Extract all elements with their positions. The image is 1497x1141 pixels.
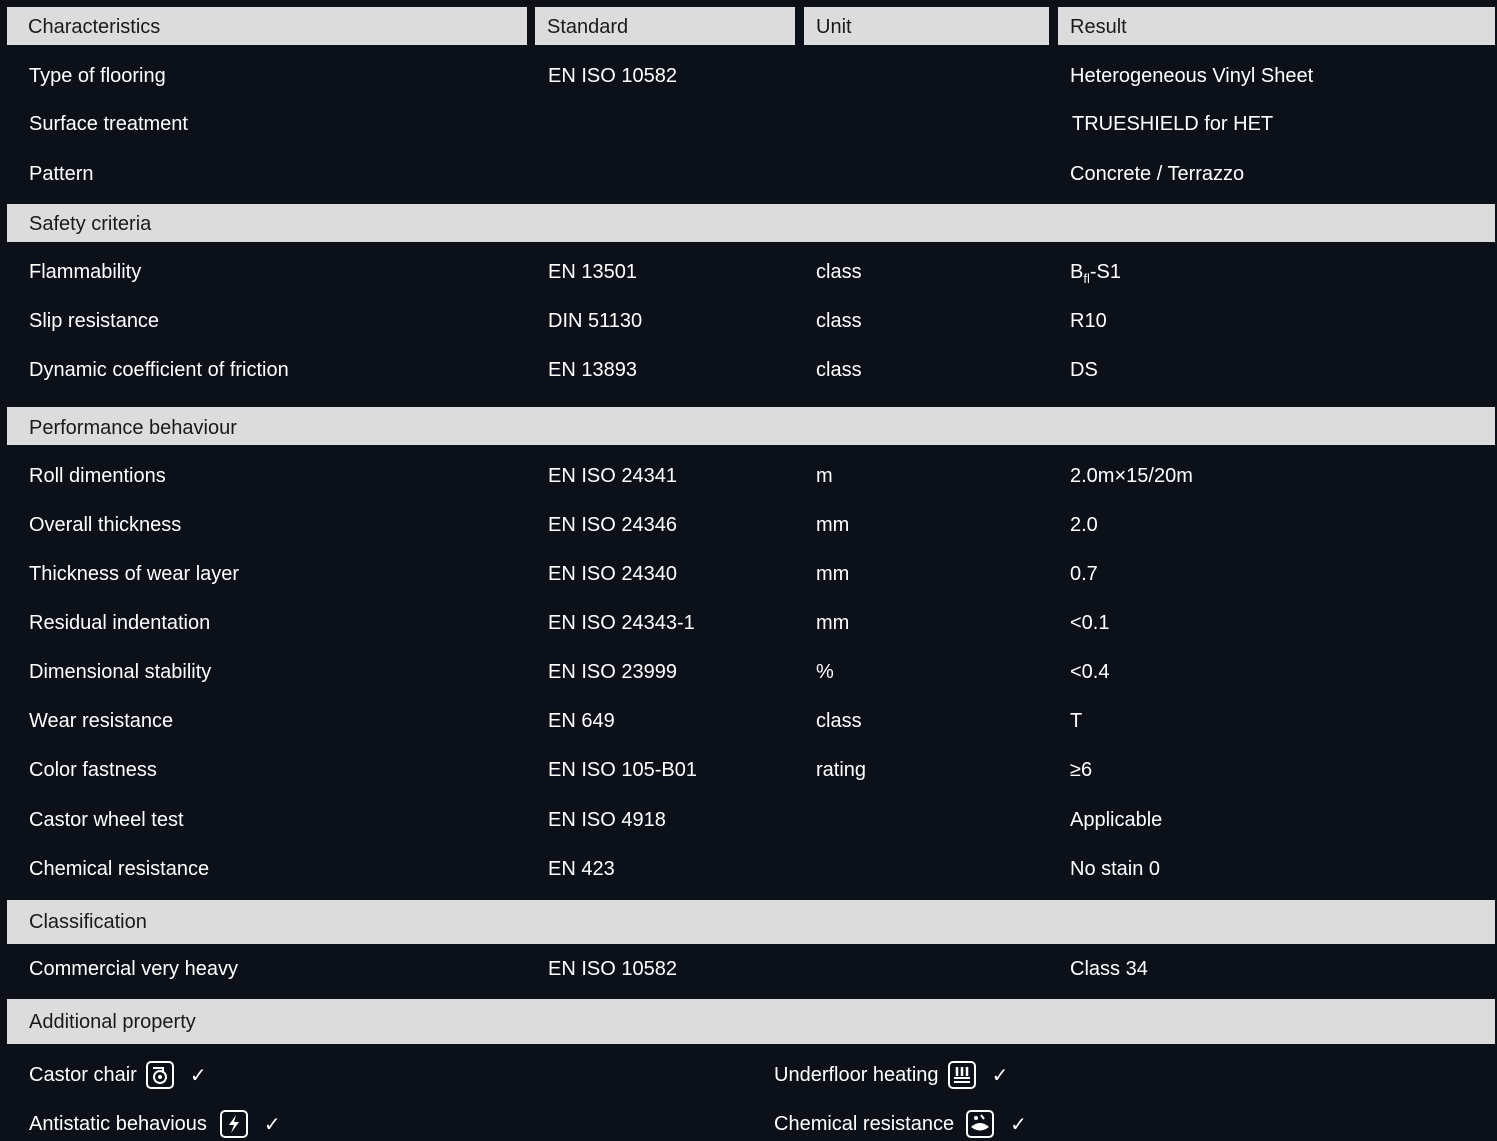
header-standard: Standard	[535, 7, 795, 45]
table-row	[0, 657, 1497, 687]
characteristic-name: Flammability	[29, 261, 142, 283]
standard-value: EN 649	[548, 710, 615, 732]
result-value: Applicable	[1070, 809, 1163, 831]
unit-value: mm	[816, 514, 850, 536]
table-row	[0, 706, 1497, 736]
characteristic-name: Dynamic coefficient of friction	[29, 359, 289, 381]
characteristic-name: Thickness of wear layer	[29, 563, 240, 585]
property-label: Chemical resistance	[774, 1112, 955, 1135]
characteristic-name: Castor wheel test	[29, 809, 184, 831]
section-classification: Classification	[7, 900, 1495, 944]
unit-value: class	[816, 359, 862, 381]
chemical-resistance-icon	[966, 1110, 994, 1138]
unit-value: mm	[816, 612, 850, 634]
result-value: 2.0m×15/20m	[1070, 465, 1193, 487]
result-value: Heterogeneous Vinyl Sheet	[1070, 65, 1314, 87]
result-value: T	[1070, 710, 1083, 732]
property-castor-chair	[29, 1058, 207, 1092]
unit-value: rating	[816, 759, 867, 781]
result-value: 2.0	[1070, 514, 1098, 536]
result-value: <0.4	[1070, 661, 1110, 683]
section-performance-behaviour: Performance behaviour	[7, 407, 1495, 445]
table-row	[0, 510, 1497, 540]
table-row	[0, 854, 1497, 884]
characteristic-name: Commercial very heavy	[29, 958, 238, 980]
check-icon: ✓	[991, 1064, 1009, 1087]
standard-value: EN ISO 24346	[548, 514, 677, 536]
characteristic-name: Surface treatment	[29, 113, 188, 135]
standard-value: EN ISO 105-B01	[548, 759, 697, 781]
characteristic-name: Slip resistance	[29, 310, 160, 332]
property-antistatic	[29, 1107, 281, 1141]
unit-value: class	[816, 710, 862, 732]
header-characteristics: Characteristics	[7, 7, 527, 45]
table-row	[0, 61, 1497, 91]
property-underfloor-heating	[774, 1058, 1008, 1092]
characteristic-name: Chemical resistance	[29, 858, 210, 880]
standard-value: EN 423	[548, 858, 615, 880]
standard-value: EN 13501	[548, 261, 637, 283]
standard-value: EN ISO 10582	[548, 65, 677, 87]
header-unit: Unit	[804, 7, 1049, 45]
table-row	[0, 805, 1497, 835]
characteristic-name: Type of flooring	[29, 65, 166, 87]
result-value: No stain 0	[1070, 858, 1161, 880]
unit-value: %	[816, 661, 834, 683]
result-value: ≥6	[1070, 759, 1093, 781]
table-row	[0, 608, 1497, 638]
table-row	[0, 355, 1497, 385]
unit-value: class	[816, 310, 862, 332]
table-row	[0, 461, 1497, 491]
characteristic-name: Wear resistance	[29, 710, 174, 732]
property-label: Castor chair	[29, 1063, 137, 1086]
result-value: Class 34	[1070, 958, 1148, 980]
standard-value: DIN 51130	[548, 310, 643, 332]
section-additional-property: Additional property	[7, 999, 1495, 1044]
table-row	[0, 159, 1497, 189]
standard-value: EN ISO 24341	[548, 465, 677, 487]
table-row	[0, 559, 1497, 589]
unit-value: class	[816, 261, 862, 283]
result-value: TRUESHIELD for HET	[1072, 113, 1274, 135]
check-icon: ✓	[263, 1113, 281, 1136]
antistatic-icon	[220, 1110, 248, 1138]
unit-value: mm	[816, 563, 850, 585]
result-value: $B_{fl}-S1$	[1070, 261, 1121, 286]
result-value: 0.7	[1070, 563, 1098, 585]
characteristic-name: Roll dimentions	[29, 465, 166, 487]
characteristic-name: Dimensional stability	[29, 661, 212, 683]
result-value: <0.1	[1070, 612, 1110, 634]
property-label: Antistatic behavious	[29, 1112, 207, 1135]
standard-value: EN 13893	[548, 359, 637, 381]
table-row	[0, 109, 1497, 139]
check-icon: ✓	[1010, 1113, 1027, 1136]
property-label: Underfloor heating	[774, 1063, 939, 1086]
standard-value: EN ISO 4918	[548, 809, 666, 831]
section-safety-criteria: Safety criteria	[7, 204, 1495, 242]
underfloor-heating-icon	[948, 1061, 976, 1089]
castor-chair-icon	[146, 1061, 174, 1089]
standard-value: EN ISO 10582	[548, 958, 677, 980]
result-value: DS	[1070, 359, 1098, 381]
characteristic-name: Residual indentation	[29, 612, 211, 634]
property-chemical-resistance	[774, 1107, 1027, 1141]
characteristic-name: Overall thickness	[29, 514, 182, 536]
header-result: Result	[1058, 7, 1495, 45]
table-row	[0, 755, 1497, 785]
table-row	[0, 306, 1497, 336]
table-row	[0, 954, 1497, 984]
standard-value: EN ISO 23999	[548, 661, 677, 683]
standard-value: EN ISO 24343-1	[548, 612, 695, 634]
check-icon: ✓	[189, 1064, 207, 1087]
result-value: R10	[1070, 310, 1107, 332]
standard-value: EN ISO 24340	[548, 563, 677, 585]
characteristic-name: Color fastness	[29, 759, 157, 781]
table-row	[0, 257, 1497, 287]
result-value: Concrete / Terrazzo	[1070, 163, 1245, 185]
characteristic-name: Pattern	[29, 163, 94, 185]
unit-value: m	[816, 465, 833, 487]
